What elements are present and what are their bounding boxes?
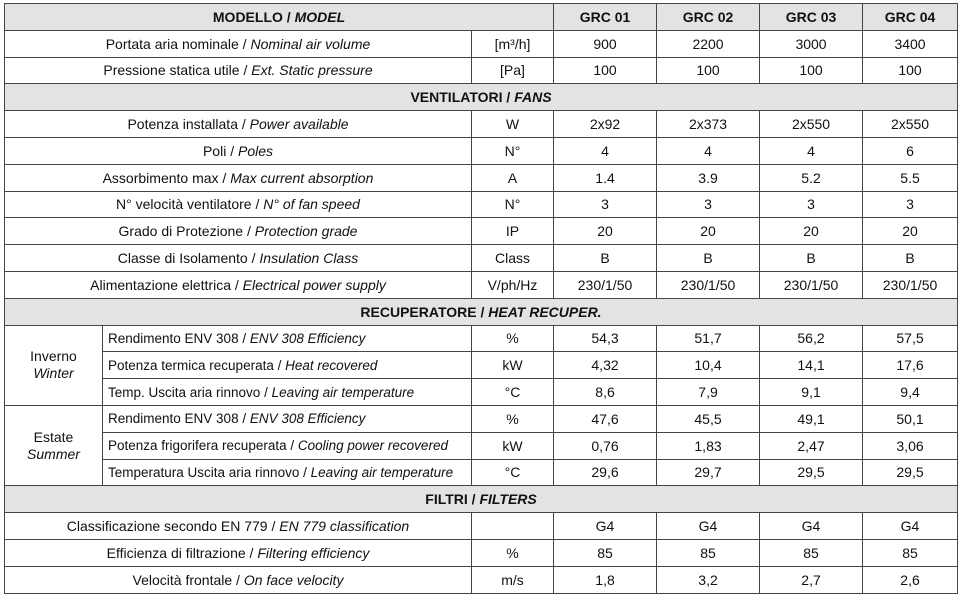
value-cell xyxy=(760,271,863,298)
value-text: 4 xyxy=(704,142,712,159)
value-text: 100 xyxy=(898,62,922,79)
unit-text: A xyxy=(507,169,518,186)
value-text: 100 xyxy=(696,62,720,79)
label-en: Heat recovered xyxy=(285,357,378,373)
unit-cell xyxy=(472,513,554,540)
section-title-it: RECUPERATORE xyxy=(360,303,477,320)
section-title-it: VENTILATORI xyxy=(410,89,503,106)
unit-cell xyxy=(472,405,554,432)
label-it: Potenza installata xyxy=(127,116,238,133)
row-label: N° velocità ventilatore / N° of fan speed xyxy=(5,191,472,218)
row-label: Rendimento ENV 308 / ENV 308 Efficiency xyxy=(103,405,472,432)
value-text: 900 xyxy=(593,35,617,52)
row-label: Velocità frontale / On face velocity xyxy=(5,566,472,593)
model-header: MODELLO / MODEL xyxy=(5,4,554,31)
value-cell xyxy=(863,379,958,406)
unit-text: IP xyxy=(505,223,520,240)
value-cell xyxy=(554,30,657,57)
value-text: 49,1 xyxy=(797,410,825,427)
value-cell xyxy=(657,566,760,593)
season-en: Winter xyxy=(33,365,74,382)
unit-text: °C xyxy=(504,464,521,481)
value-cell xyxy=(863,271,958,298)
label-it: Poli xyxy=(202,142,227,159)
value-cell xyxy=(657,191,760,218)
row-label: Poli / Poles xyxy=(5,137,472,164)
value-text: 230/1/50 xyxy=(882,276,938,293)
value-cell xyxy=(760,137,863,164)
unit-cell xyxy=(472,218,554,245)
value-cell xyxy=(657,432,760,459)
value-cell xyxy=(863,459,958,486)
unit-cell xyxy=(472,137,554,164)
label-en: Poles xyxy=(238,142,274,159)
section-title: RECUPERATORE / HEAT RECUPER. xyxy=(5,298,958,325)
unit-text: °C xyxy=(504,384,521,401)
value-text: 3,2 xyxy=(698,571,718,588)
value-cell xyxy=(657,30,760,57)
season-summer xyxy=(5,405,103,485)
table-row xyxy=(5,271,958,298)
season-en: Summer xyxy=(27,445,80,462)
row-label: Temperatura Uscita aria rinnovo / Leaving air temperature xyxy=(103,459,472,486)
table-row xyxy=(5,137,958,164)
row-label: Rendimento ENV 308 / ENV 308 Efficiency xyxy=(103,325,472,352)
model-name xyxy=(657,4,760,31)
value-cell xyxy=(554,539,657,566)
row-label: Portata aria nominale / Nominal air volume xyxy=(5,30,472,57)
section-title: VENTILATORI / FANS xyxy=(5,84,958,111)
table-row xyxy=(5,191,958,218)
value-cell xyxy=(863,325,958,352)
value-text: 230/1/50 xyxy=(783,276,839,293)
unit-text: m/s xyxy=(501,571,524,588)
value-text: 2,6 xyxy=(900,571,920,588)
season-winter xyxy=(5,325,103,405)
unit-text: % xyxy=(506,330,519,347)
section-title-en: FILTERS xyxy=(479,491,537,508)
section-title: FILTRI / FILTERS xyxy=(5,486,958,513)
value-cell xyxy=(760,513,863,540)
value-cell xyxy=(554,513,657,540)
value-text: 29,5 xyxy=(797,464,825,481)
unit-text: [m³/h] xyxy=(494,35,531,52)
value-text: 6 xyxy=(906,142,914,159)
value-text: 29,5 xyxy=(896,464,924,481)
label-it: Temp. Uscita aria rinnovo xyxy=(108,384,261,400)
value-cell xyxy=(657,218,760,245)
label-en: Nominal air volume xyxy=(250,35,371,52)
model-name xyxy=(760,4,863,31)
value-text: 51,7 xyxy=(694,330,722,347)
value-cell xyxy=(657,459,760,486)
value-text: 20 xyxy=(902,223,918,240)
value-text: 3,06 xyxy=(896,437,924,454)
model-label: MODELLO xyxy=(212,8,283,25)
section-filters xyxy=(5,486,958,513)
table-row xyxy=(5,405,958,432)
table-row xyxy=(5,379,958,406)
value-cell xyxy=(863,191,958,218)
label-en: Leaving air temperature xyxy=(310,464,454,480)
model-label-en: MODEL xyxy=(294,8,346,25)
unit-cell xyxy=(472,432,554,459)
unit-cell xyxy=(472,352,554,379)
value-cell xyxy=(554,325,657,352)
label-it: Grado di Protezione xyxy=(118,223,244,240)
value-text: G4 xyxy=(595,518,615,535)
value-text: 85 xyxy=(700,544,716,561)
unit-cell xyxy=(472,30,554,57)
value-cell xyxy=(554,111,657,138)
label-en: Insulation Class xyxy=(259,250,359,267)
table-row xyxy=(5,539,958,566)
row-label: Grado di Protezione / Protection grade xyxy=(5,218,472,245)
value-cell xyxy=(760,191,863,218)
section-title-en: FANS xyxy=(514,89,552,106)
label-it: Temperatura Uscita aria rinnovo xyxy=(108,464,300,480)
value-cell xyxy=(657,539,760,566)
value-cell xyxy=(554,352,657,379)
value-cell xyxy=(657,164,760,191)
table-row xyxy=(5,218,958,245)
unit-text: % xyxy=(506,410,519,427)
unit-cell xyxy=(472,325,554,352)
label-en: Cooling power recovered xyxy=(297,438,448,454)
value-text: 54,3 xyxy=(591,330,619,347)
label-en: N° of fan speed xyxy=(263,196,360,213)
value-text: G4 xyxy=(801,518,821,535)
value-text: 29,7 xyxy=(694,464,722,481)
value-cell xyxy=(657,379,760,406)
value-cell xyxy=(863,30,958,57)
value-text: 3 xyxy=(601,196,609,213)
value-text: B xyxy=(703,250,713,267)
value-cell xyxy=(657,325,760,352)
value-cell xyxy=(554,271,657,298)
label-it: Assorbimento max xyxy=(102,169,219,186)
value-cell xyxy=(554,566,657,593)
unit-text: N° xyxy=(504,142,521,159)
value-cell xyxy=(657,245,760,272)
label-it: Potenza termica recuperata xyxy=(108,357,274,373)
label-it: N° velocità ventilatore xyxy=(116,196,252,213)
label-en: EN 779 classification xyxy=(279,518,410,535)
value-cell xyxy=(657,513,760,540)
unit-text: Class xyxy=(495,250,531,267)
value-cell xyxy=(863,539,958,566)
value-text: B xyxy=(905,250,915,267)
value-cell xyxy=(760,245,863,272)
section-title-en: HEAT RECUPER. xyxy=(488,303,602,320)
row-label: Potenza termica recuperata / Heat recovered xyxy=(103,352,472,379)
value-cell xyxy=(760,459,863,486)
value-cell xyxy=(863,405,958,432)
value-text: 100 xyxy=(799,62,823,79)
value-cell xyxy=(863,352,958,379)
value-text: 1,8 xyxy=(595,571,615,588)
value-text: 2,47 xyxy=(797,437,825,454)
value-text: 0,76 xyxy=(591,437,619,454)
unit-cell xyxy=(472,191,554,218)
value-cell xyxy=(760,566,863,593)
value-text: 3.9 xyxy=(698,169,718,186)
value-text: 56,2 xyxy=(797,330,825,347)
row-label: Potenza frigorifera recuperata / Cooling power recovered xyxy=(103,432,472,459)
table-row xyxy=(5,432,958,459)
value-text: 2x92 xyxy=(589,116,621,133)
label-en: On face velocity xyxy=(243,571,344,588)
unit-cell xyxy=(472,459,554,486)
value-cell xyxy=(760,379,863,406)
value-cell xyxy=(554,218,657,245)
value-text: 9,4 xyxy=(900,384,920,401)
value-text: 20 xyxy=(597,223,613,240)
value-cell xyxy=(760,432,863,459)
unit-text: [Pa] xyxy=(500,62,525,79)
value-text: 85 xyxy=(803,544,819,561)
value-cell xyxy=(657,111,760,138)
season-it: Inverno xyxy=(30,348,77,365)
value-text: 2x550 xyxy=(791,116,831,133)
value-cell xyxy=(760,405,863,432)
row-label: Alimentazione elettrica / Electrical power supply xyxy=(5,271,472,298)
spec-table xyxy=(4,3,958,594)
unit-cell xyxy=(472,57,554,84)
value-cell xyxy=(863,513,958,540)
unit-cell xyxy=(472,271,554,298)
value-text: 47,6 xyxy=(591,410,619,427)
value-text: 230/1/50 xyxy=(577,276,633,293)
model-name-text: GRC 03 xyxy=(785,8,837,25)
value-text: 3 xyxy=(704,196,712,213)
row-label: Classe di Isolamento / Insulation Class xyxy=(5,245,472,272)
model-name-text: GRC 02 xyxy=(682,8,734,25)
label-it: Pressione statica utile xyxy=(103,62,240,79)
value-cell xyxy=(863,245,958,272)
row-label: Assorbimento max / Max current absorption xyxy=(5,164,472,191)
value-cell xyxy=(554,57,657,84)
unit-text: kW xyxy=(502,357,523,374)
value-cell xyxy=(760,57,863,84)
value-text: 3400 xyxy=(894,35,926,52)
value-text: 9,1 xyxy=(801,384,821,401)
section-fans xyxy=(5,84,958,111)
value-text: 20 xyxy=(700,223,716,240)
model-name xyxy=(863,4,958,31)
value-text: 4,32 xyxy=(591,357,619,374)
value-cell xyxy=(863,164,958,191)
value-cell xyxy=(863,57,958,84)
value-text: 57,5 xyxy=(896,330,924,347)
value-cell xyxy=(760,164,863,191)
label-it: Velocità frontale xyxy=(132,571,233,588)
value-cell xyxy=(657,57,760,84)
value-text: 45,5 xyxy=(694,410,722,427)
header-row xyxy=(5,4,958,31)
value-text: 230/1/50 xyxy=(680,276,736,293)
label-it: Classificazione secondo EN 779 xyxy=(66,518,268,535)
value-text: 14,1 xyxy=(797,357,825,374)
section-recuperator xyxy=(5,298,958,325)
value-text: 2x373 xyxy=(688,116,728,133)
value-text: 20 xyxy=(803,223,819,240)
value-text: 4 xyxy=(807,142,815,159)
label-it: Rendimento ENV 308 xyxy=(108,330,239,346)
value-text: 4 xyxy=(601,142,609,159)
value-text: 7,9 xyxy=(698,384,718,401)
value-text: 3 xyxy=(906,196,914,213)
unit-cell xyxy=(472,379,554,406)
unit-text: V/ph/Hz xyxy=(487,276,538,293)
value-text: 1,83 xyxy=(694,437,722,454)
label-en: Ext. Static pressure xyxy=(251,62,373,79)
unit-cell xyxy=(472,111,554,138)
value-cell xyxy=(657,352,760,379)
value-text: 17,6 xyxy=(896,357,924,374)
table-row xyxy=(5,566,958,593)
unit-text: kW xyxy=(502,437,523,454)
label-en: Power available xyxy=(249,116,349,133)
value-cell xyxy=(554,164,657,191)
value-text: 85 xyxy=(902,544,918,561)
value-cell xyxy=(863,432,958,459)
row-label: Temp. Uscita aria rinnovo / Leaving air temperature xyxy=(103,379,472,406)
unit-cell xyxy=(472,566,554,593)
value-cell xyxy=(863,137,958,164)
label-en: Leaving air temperature xyxy=(271,384,415,400)
label-it: Rendimento ENV 308 xyxy=(108,411,239,427)
table-row xyxy=(5,30,958,57)
label-it: Portata aria nominale xyxy=(105,35,239,52)
label-it: Efficienza di filtrazione xyxy=(106,544,246,561)
table-row xyxy=(5,57,958,84)
value-text: 29,6 xyxy=(591,464,619,481)
value-text: 3 xyxy=(807,196,815,213)
value-cell xyxy=(863,566,958,593)
label-en: Max current absorption xyxy=(230,169,374,186)
model-name xyxy=(554,4,657,31)
value-text: 3000 xyxy=(795,35,827,52)
table-row xyxy=(5,459,958,486)
table-row xyxy=(5,513,958,540)
label-it: Alimentazione elettrica xyxy=(90,276,231,293)
value-cell xyxy=(760,30,863,57)
value-cell xyxy=(760,325,863,352)
unit-cell xyxy=(472,539,554,566)
value-cell xyxy=(863,111,958,138)
unit-text: N° xyxy=(504,196,521,213)
season-it: Estate xyxy=(33,428,74,445)
unit-text: W xyxy=(505,116,520,133)
value-text: 2x550 xyxy=(890,116,930,133)
label-en: Protection grade xyxy=(254,223,358,240)
table-row xyxy=(5,352,958,379)
unit-cell xyxy=(472,164,554,191)
value-text: 100 xyxy=(593,62,617,79)
label-en: Electrical power supply xyxy=(242,276,386,293)
value-text: 8,6 xyxy=(595,384,615,401)
value-cell xyxy=(657,137,760,164)
value-text: B xyxy=(600,250,610,267)
value-text: 1.4 xyxy=(595,169,615,186)
value-text: 5.5 xyxy=(900,169,920,186)
value-text: 50,1 xyxy=(896,410,924,427)
table-row xyxy=(5,325,958,352)
value-cell xyxy=(554,137,657,164)
label-it: Classe di Isolamento xyxy=(117,250,248,267)
unit-text: % xyxy=(506,544,519,561)
row-label: Efficienza di filtrazione / Filtering efficiency xyxy=(5,539,472,566)
value-cell xyxy=(554,245,657,272)
unit-cell xyxy=(472,245,554,272)
value-cell xyxy=(863,218,958,245)
value-text: 2200 xyxy=(692,35,724,52)
value-text: 2,7 xyxy=(801,571,821,588)
row-label: Classificazione secondo EN 779 / EN 779 classification xyxy=(5,513,472,540)
row-label: Pressione statica utile / Ext. Static pressure xyxy=(5,57,472,84)
model-name-text: GRC 04 xyxy=(884,8,936,25)
value-text: B xyxy=(806,250,816,267)
label-en: ENV 308 Efficiency xyxy=(249,330,366,346)
section-title-it: FILTRI xyxy=(425,491,468,508)
value-cell xyxy=(554,379,657,406)
value-cell xyxy=(760,539,863,566)
value-cell xyxy=(554,191,657,218)
value-cell xyxy=(554,432,657,459)
label-it: Potenza frigorifera recuperata xyxy=(108,438,287,454)
value-text: G4 xyxy=(698,518,718,535)
table-row xyxy=(5,164,958,191)
value-cell xyxy=(554,459,657,486)
value-cell xyxy=(760,352,863,379)
row-label: Potenza installata / Power available xyxy=(5,111,472,138)
table-row xyxy=(5,245,958,272)
value-cell xyxy=(554,405,657,432)
table-row xyxy=(5,111,958,138)
value-cell xyxy=(657,405,760,432)
value-text: 10,4 xyxy=(694,357,722,374)
value-cell xyxy=(657,271,760,298)
value-text: G4 xyxy=(900,518,920,535)
value-cell xyxy=(760,111,863,138)
value-text: 85 xyxy=(597,544,613,561)
value-text: 5.2 xyxy=(801,169,821,186)
model-name-text: GRC 01 xyxy=(579,8,631,25)
value-cell xyxy=(760,218,863,245)
label-en: ENV 308 Efficiency xyxy=(249,411,366,427)
label-en: Filtering efficiency xyxy=(257,544,370,561)
